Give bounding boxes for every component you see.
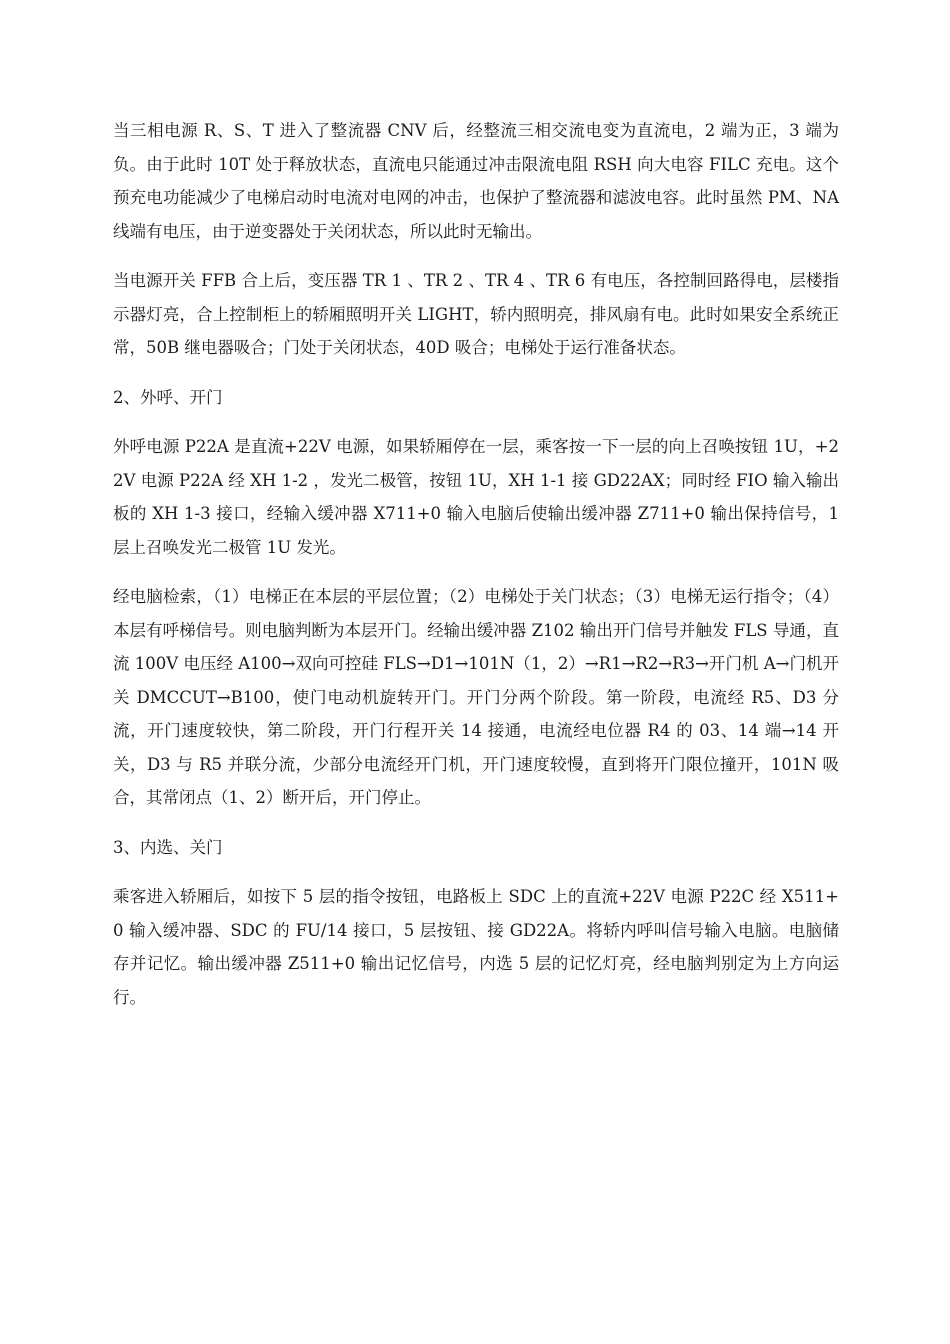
paragraph-hall-call: 外呼电源 P22A 是直流+22V 电源，如果轿厢停在一层，乘客按一下一层的向上召唤按钮 1U，+22V 电源 P22A 经 XH 1-2 ，发光二极管，按钮 1U，XH 1-1 接 GD22AX；同时经 FIO 输入输出板的 XH 1-3 接口，经输入缓冲器 X711+0 输入电脑后使输出缓冲器 Z711+0 输出保持信号，1 层上召唤发光二极管 1U 发光。 <box>113 437 839 557</box>
paragraph-car-call: 乘客进入轿厢后，如按下 5 层的指令按钮，电路板上 SDC 上的直流+22V 电源 P22C 经 X511+0 输入缓冲器、SDC 的 FU/14 接口，5 层按钮、接 GD22A。将轿内呼叫信号输入电脑。电脑储存并记忆。输出缓冲器 Z511+0 输出记忆信号，内选 5 层的记忆灯亮，经电脑判别定为上方向运行。 <box>113 887 839 1007</box>
section-heading-hall-call: 2、外呼、开门 <box>113 387 223 407</box>
paragraph-precharge: 当三相电源 R、S、T 进入了整流器 CNV 后，经整流三相交流电变为直流电，2 端为正，3 端为负。由于此时 10T 处于释放状态，直流电只能通过冲击限流电阻 RSH 向大电容 FILC 充电。这个预充电功能减少了电梯启动时电流对电网的冲击，也保护了整流器和滤波电容。此时虽然 PM、NA 线端有电压，由于逆变器处于关闭状态，所以此时无输出。 <box>113 121 839 241</box>
paragraph-door-open: 经电脑检索，（1）电梯正在本层的平层位置；（2）电梯处于关门状态；（3）电梯无运行指令；（4）本层有呼梯信号。则电脑判断为本层开门。经输出缓冲器 Z102 输出开门信号并触发 FLS 导通，直流 100V 电压经 A100→双向可控硅 FLS→D1→101N（1，2）→R1→R2→R3→开门机 A→门机开关 DMCCUT→B100，使门电动机旋转开门。开门分两个阶段。第一阶段，电流经 R5、D3 分流，开门速度较快，第二阶段，开门行程开关 14 接通，电流经电位器 R4 的 03、14 端→14 开关，D3 与 R5 并联分流，少部分电流经开门机，开门速度较慢，直到将开门限位撞开，101N 吸合，其常闭点（1、2）断开后，开门停止。 <box>113 587 839 807</box>
document-body <box>113 114 839 1030</box>
paragraph-power-on: 当电源开关 FFB 合上后，变压器 TR 1 、TR 2 、TR 4 、TR 6 有电压，各控制回路得电，层楼指示器灯亮，合上控制柜上的轿厢照明开关 LIGHT，轿内照明亮，排风扇有电。此时如果安全系统正常，50B 继电器吸合；门处于关闭状态，40D 吸合；电梯处于运行准备状态。 <box>113 271 839 357</box>
section-heading-car-call: 3、内选、关门 <box>113 837 223 857</box>
